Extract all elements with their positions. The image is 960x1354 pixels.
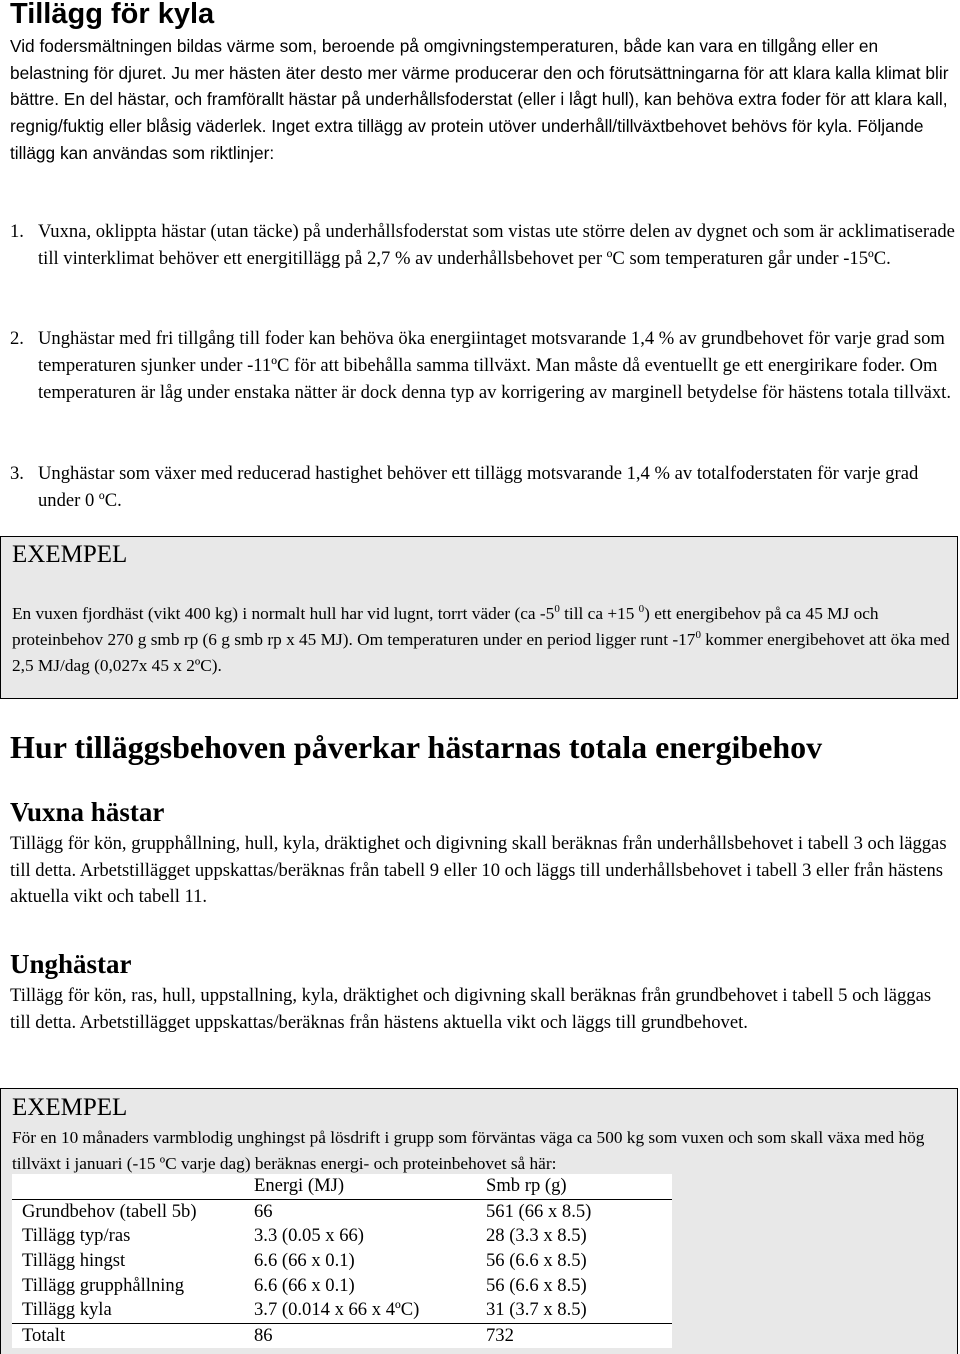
example-title: EXEMPEL: [12, 1094, 128, 1121]
table-cell: Grundbehov (tabell 5b): [22, 1200, 197, 1222]
table-cell: Totalt: [12, 1323, 244, 1348]
table-cell: 66: [254, 1200, 273, 1222]
table-cell: Tillägg kyla: [22, 1299, 112, 1321]
item-number: 2.: [10, 328, 24, 349]
table-row: [12, 1298, 672, 1323]
subheading-unghastar: Unghästar: [10, 949, 132, 979]
paragraph-vuxna: Tillägg för kön, grupphållning, hull, kyla, dräktighet och digivning skall beräknas från underhållsbehovet i tabell 3 och läggas till detta. Arbetstillägget uppskattas/beräknas från tabell 9 eller 10 och läggs till underhållsbehovet i tabell 3 eller från hästens aktuella vikt och tabell 11.: [10, 833, 947, 907]
item-text: Unghästar med fri tillgång till foder kan behöva öka energiintaget motsvarande 1,4 % av grundbehovet för varje grad som temperaturen sjunker under -11ºC för att bibehålla samma tillväxt. Man måste då eventuellt ge ett energirikare foder. Om temperaturen är låg under enstaka nätter är dock denna typ av korrigering av marginell betydelse för hästens totala tillväxt.: [38, 328, 951, 403]
numbered-item-2: [10, 325, 955, 406]
item-number: 3.: [10, 463, 24, 484]
item-number: 1.: [10, 221, 24, 242]
numbered-item-1: [10, 218, 955, 272]
table-cell: 28 (3.3 x 8.5): [486, 1225, 587, 1247]
table-cell: Tillägg hingst: [22, 1250, 126, 1272]
item-text: Unghästar som växer med reducerad hastighet behöver ett tillägg motsvarande 1,4 % av totalfoderstaten för varje grad under 0 ºC.: [38, 463, 919, 511]
table-row: [12, 1249, 672, 1274]
table-cell: 561 (66 x 8.5): [486, 1200, 592, 1222]
table-row: [12, 1224, 672, 1249]
table-cell: 31 (3.7 x 8.5): [486, 1299, 587, 1321]
table-cell: 3.3 (0.05 x 66): [254, 1225, 365, 1247]
example-box-1: [0, 536, 958, 699]
example-text: En vuxen fjordhäst (vikt 400 kg) i normalt hull har vid lugnt, torrt väder (ca $-5^0$ till ca +15 $^0$) ett energibehov på ca 45 MJ och proteinbehov 270 g smb rp (6 g smb rp x 45 MJ). Om temperaturen under en period ligger runt $-17^0$ kommer energibehovet att öka med 2,5 MJ/dag (0,027x 45 x 2ºC).: [12, 603, 950, 675]
table-cell: 3.7 (0.014 x 66 x 4ºC): [254, 1299, 420, 1321]
example-title: EXEMPEL: [12, 541, 128, 568]
example-text: För en 10 månaders varmblodig unghingst på lösdrift i grupp som förväntas väga ca 500 kg som vuxen och som skall växa med hög tillväxt i januari (-15 ºC varje dag) beräknas energi- och proteinbehovet så här:: [12, 1128, 925, 1173]
table-cell: 56 (6.6 x 8.5): [486, 1250, 587, 1272]
table-header-cell: Smb rp (g): [476, 1174, 672, 1199]
calculation-table: [12, 1174, 672, 1348]
table-cell: 732: [476, 1323, 672, 1348]
table-cell: 86: [244, 1323, 476, 1348]
table-total-row: [12, 1323, 672, 1348]
table-cell: 6.6 (66 x 0.1): [254, 1274, 355, 1296]
intro-paragraph: Vid fodersmältningen bildas värme som, beroende på omgivningstemperaturen, både kan vara en tillgång eller en belastning för djuret. Ju mer hästen äter desto mer värme producerar den och förutsättningarna för att klara kalla klimat blir bättre. En del hästar, och framförallt hästar på underhållsfoderstat (eller i lågt hull), kan behöva extra foder för att klara kall, regnig/fuktig eller blåsig väderlek. Inget extra tillägg av protein utöver underhåll/tillväxtbehovet behövs för kyla. Följande tillägg kan användas som riktlinjer:: [10, 36, 949, 163]
table-header-cell: [12, 1174, 244, 1199]
table-header-row: [12, 1174, 672, 1199]
table-row: [12, 1273, 672, 1298]
subheading-vuxna: Vuxna hästar: [10, 797, 165, 827]
item-text: Vuxna, oklippta hästar (utan täcke) på underhållsfoderstat som vistas ute större delen av dygnet och som är acklimatiserade till vinterklimat behöver ett energitillägg på 2,7 % av underhållsbehovet per ºC som temperaturen går under -15ºC.: [38, 221, 955, 269]
table-header-cell: Energi (MJ): [244, 1174, 476, 1199]
section-title-kyla: Tillägg för kyla: [10, 0, 215, 30]
numbered-item-3: [10, 460, 955, 514]
table-cell: 6.6 (66 x 0.1): [254, 1250, 355, 1272]
paragraph-unghastar: Tillägg för kön, ras, hull, uppstallning, kyla, dräktighet och digivning skall beräknas från grundbehovet i tabell 5 och läggas till detta. Arbetstillägget uppskattas/beräknas från hästens aktuella vikt och läggs till grundbehovet.: [10, 985, 932, 1033]
table-cell: 56 (6.6 x 8.5): [486, 1274, 587, 1296]
table-cell: Tillägg typ/ras: [22, 1225, 131, 1247]
table-cell: Tillägg grupphållning: [22, 1274, 185, 1296]
table-row: [12, 1199, 672, 1224]
section-title-total: Hur tilläggsbehoven påverkar hästarnas totala energibehov: [10, 729, 823, 765]
